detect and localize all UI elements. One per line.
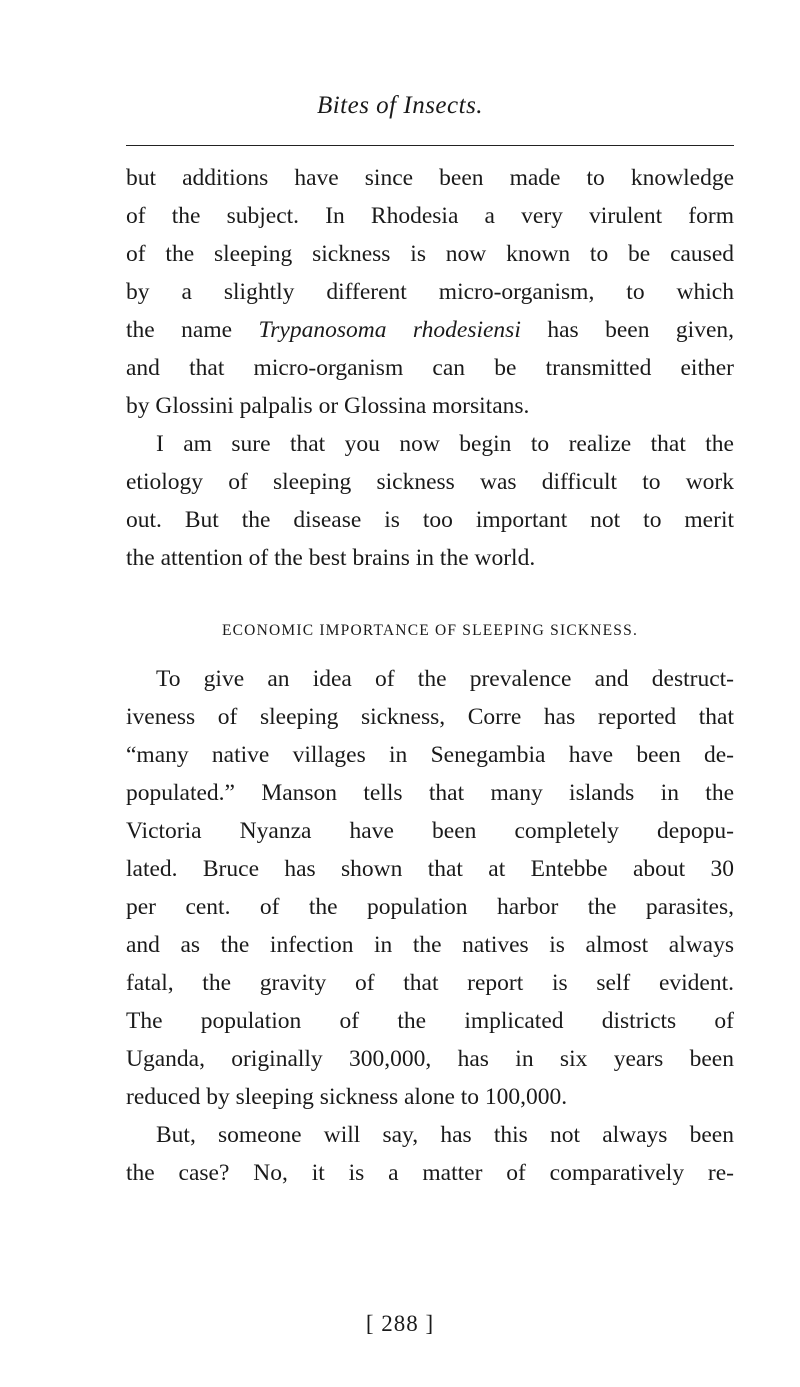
text-line: and as the infection in the natives is almost always	[126, 932, 734, 958]
text-line: The population of the implicated districts of	[126, 1008, 734, 1034]
text-line: Victoria Nyanza have been completely depopu-	[126, 818, 734, 844]
text-line: by a slightly different micro-organism, to which	[126, 279, 734, 305]
text-line: out. But the disease is too important not to merit	[126, 507, 734, 533]
text-line: the attention of the best brains in the world.	[126, 545, 536, 571]
text-line: of the subject. In Rhodesia a very virulent form	[126, 203, 734, 229]
text-line: but additions have since been made to knowledge	[126, 165, 734, 191]
species-name: Trypanosoma rhodesiensi	[258, 317, 521, 343]
text-line: fatal, the gravity of that report is self evident.	[126, 970, 734, 996]
text-line: by Glossini palpalis or Glossina morsitans.	[126, 393, 530, 419]
text-line: populated.” Manson tells that many islands in the	[126, 780, 734, 806]
text-line: I am sure that you now begin to realize that the	[156, 431, 734, 457]
text-line: But, someone will say, has this not always been	[156, 1122, 734, 1148]
text-line: etiology of sleeping sickness was difficult to work	[126, 469, 734, 495]
text-line: Uganda, originally 300,000, has in six years been	[126, 1046, 734, 1072]
running-head: Bites of Insects.	[316, 92, 484, 119]
text-line: the name Trypanosoma rhodesiensi has been given,	[126, 317, 734, 343]
text-line: To give an idea of the prevalence and destruct-	[156, 666, 734, 692]
text-line: per cent. of the population harbor the parasites,	[126, 894, 734, 920]
text-line: lated. Bruce has shown that at Entebbe about 30	[126, 856, 734, 882]
text-line: the case? No, it is a matter of comparatively re-	[126, 1160, 734, 1186]
text-line: iveness of sleeping sickness, Corre has reported that	[126, 704, 734, 730]
text-line: and that micro-organism can be transmitted either	[126, 355, 734, 381]
text-line: “many native villages in Senegambia have been de-	[126, 742, 734, 768]
text-line: of the sleeping sickness is now known to be caused	[126, 241, 734, 267]
page-number: [ 288 ]	[365, 1311, 435, 1336]
header-rule	[126, 145, 734, 146]
text-line: reduced by sleeping sickness alone to 100,000.	[126, 1084, 568, 1110]
section-heading: ECONOMIC IMPORTANCE OF SLEEPING SICKNESS.	[221, 622, 639, 639]
